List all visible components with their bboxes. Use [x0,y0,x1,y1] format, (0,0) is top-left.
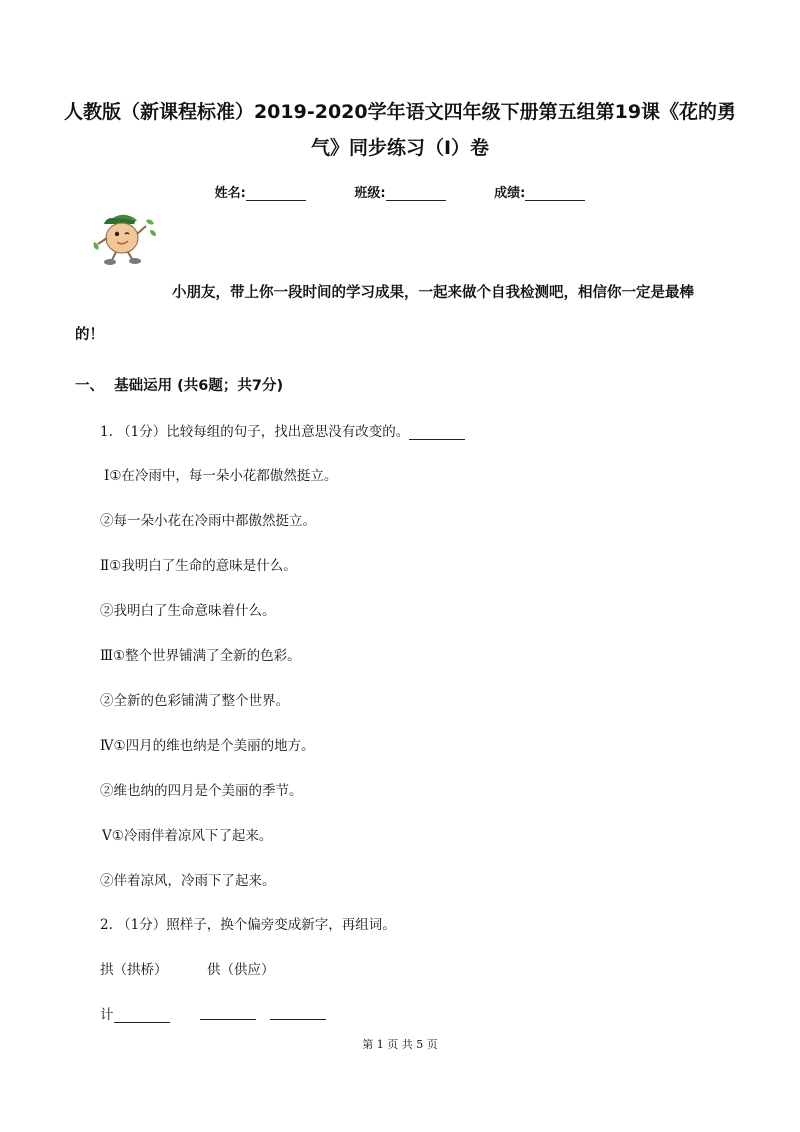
q1-line-7: Ⅳ①四月的维也纳是个美丽的地方。 [100,738,315,754]
q2-example-1: 拱（拱桥） [100,962,168,978]
q2-fill-prefix: 计 [100,1007,114,1023]
class-label: 班级: [354,186,386,201]
q1-line-9: Ⅴ①冷雨伴着凉风下了起来。 [102,828,273,844]
class-blank[interactable] [386,200,446,201]
q1-line-4: ②我明白了生命意味着什么。 [100,603,276,619]
score-blank[interactable] [525,200,585,201]
score-field[interactable] [494,182,585,201]
q2-blank-2[interactable] [200,1004,256,1020]
q1-line-1: Ⅰ①在冷雨中，每一朵小花都傲然挺立。 [104,468,338,484]
q1-line-8: ②维也纳的四月是个美丽的季节。 [100,783,303,799]
document-title-line-2: 气》同步练习（I）卷 [310,137,490,159]
q2-blank-1[interactable] [114,1022,170,1023]
page-footer: 第 1 页 共 5 页 [362,1038,438,1051]
section-1-title: 一、 基础运用 (共6题；共7分) [75,378,284,394]
question-1-answer-blank[interactable] [409,439,465,440]
q2-example-2: 供（供应） [207,962,275,978]
name-label: 姓名: [214,186,246,201]
cartoon-mascot-icon [90,208,160,266]
class-field[interactable] [354,182,445,201]
score-label: 成绩: [494,186,526,201]
q2-fill-row [100,1003,170,1023]
name-field[interactable] [215,182,306,201]
question-1-text: 1. （1分）比较每组的句子，找出意思没有改变的。 [100,424,410,440]
intro-line-1: 小朋友，带上你一段时间的学习成果，一起来做个自我检测吧，相信你一定是最棒 [172,285,694,301]
q1-line-10: ②伴着凉风，冷雨下了起来。 [100,873,276,889]
question-1-prompt [100,420,465,440]
name-blank[interactable] [246,200,306,201]
q1-line-3: Ⅱ①我明白了生命的意味是什么。 [100,558,297,574]
q1-line-6: ②全新的色彩铺满了整个世界。 [100,693,289,709]
student-info-row [0,182,800,201]
question-2-prompt: 2. （1分）照样子，换个偏旁变成新字，再组词。 [100,917,396,933]
q2-blank-3[interactable] [270,1004,326,1020]
q1-line-5: Ⅲ①整个世界铺满了全新的色彩。 [100,648,301,664]
document-title-line-1: 人教版（新课程标准）2019-2020学年语文四年级下册第五组第19课《花的勇 [63,101,737,123]
q1-line-2: ②每一朵小花在冷雨中都傲然挺立。 [100,513,316,529]
intro-line-2: 的！ [75,327,104,343]
